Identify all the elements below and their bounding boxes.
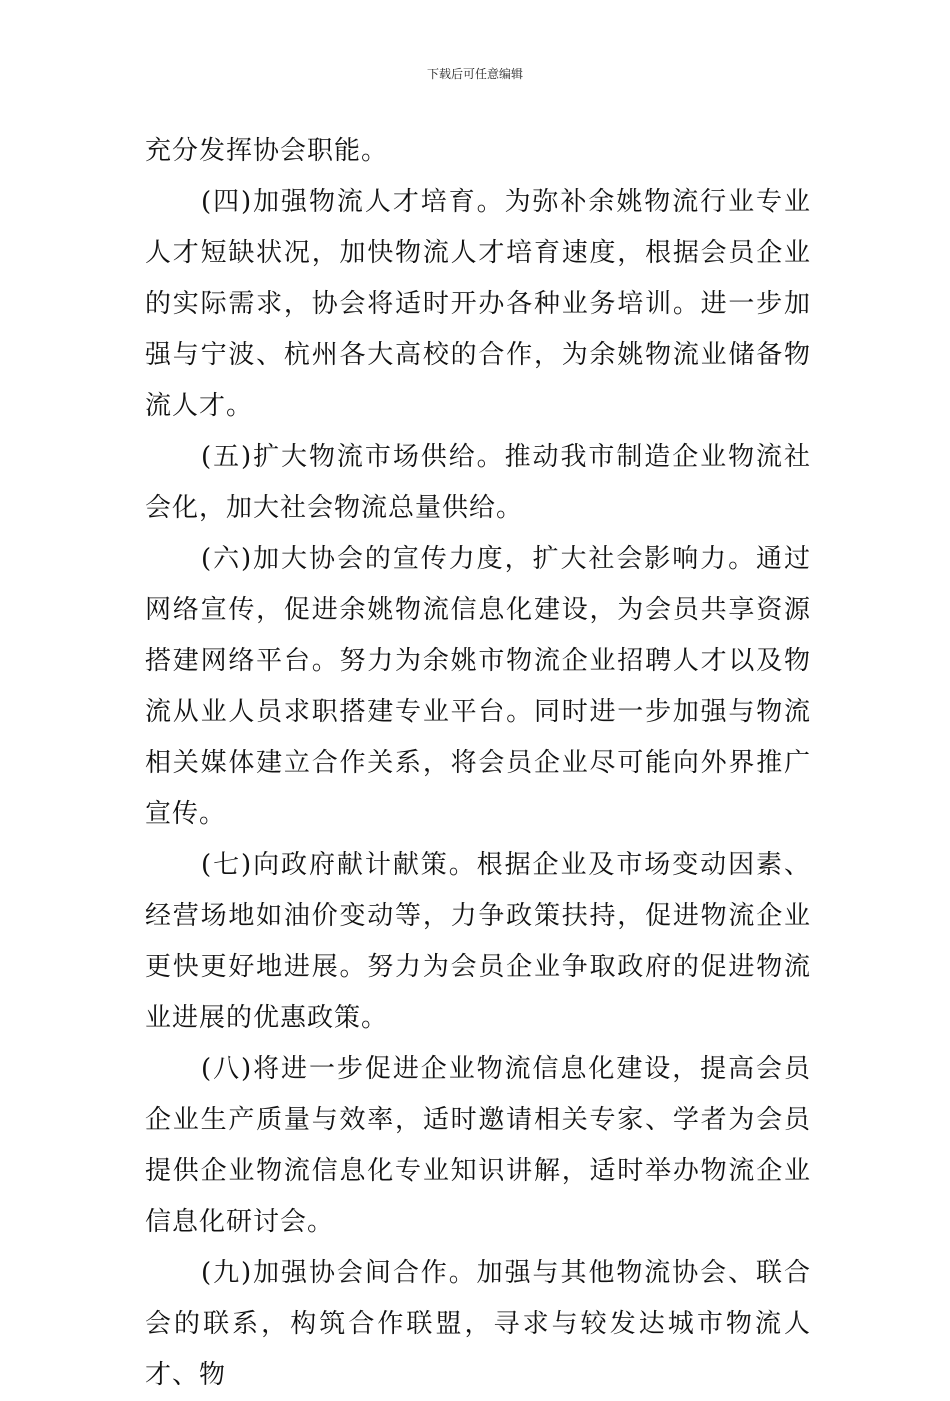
paragraph-4: (六)加大协会的宣传力度，扩大社会影响力。通过网络宣传，促进余姚物流信息化建设，为会员共享资源搭建网络平台。努力为余姚市物流企业招聘人才以及物流从业人员求职搭建专业平台。同时进一步加强与物流相关媒体建立合作关系，将会员企业尽可能向外界推广宣传。 [145,544,811,829]
document-body [145,126,811,1401]
paragraph-6: (八)将进一步促进企业物流信息化建设，提高会员企业生产质量与效率，适时邀请相关专家、学者为会员提供企业物流信息化专业知识讲解，适时举办物流企业信息化研讨会。 [145,1054,811,1237]
paragraph-3: (五)扩大物流市场供给。推动我市制造企业物流社会化，加大社会物流总量供给。 [145,442,811,523]
page-header [0,66,950,82]
paragraph-7: (九)加强协会间合作。加强与其他物流协会、联合会的联系，构筑合作联盟，寻求与较发达城市物流人才、物 [145,1258,811,1390]
paragraph-2: (四)加强物流人才培育。为弥补余姚物流行业专业人才短缺状况，加快物流人才培育速度，根据会员企业的实际需求，协会将适时开办各种业务培训。进一步加强与宁波、杭州各大高校的合作，为余姚物流业储备物流人才。 [145,187,811,421]
paragraph-1: 充分发挥协会职能。 [145,136,389,166]
header-text: 下载后可任意编辑 [426,67,523,81]
paragraph-5: (七)向政府献计献策。根据企业及市场变动因素、经营场地如油价变动等，力争政策扶持，促进物流企业更快更好地进展。努力为会员企业争取政府的促进物流业进展的优惠政策。 [145,850,811,1033]
